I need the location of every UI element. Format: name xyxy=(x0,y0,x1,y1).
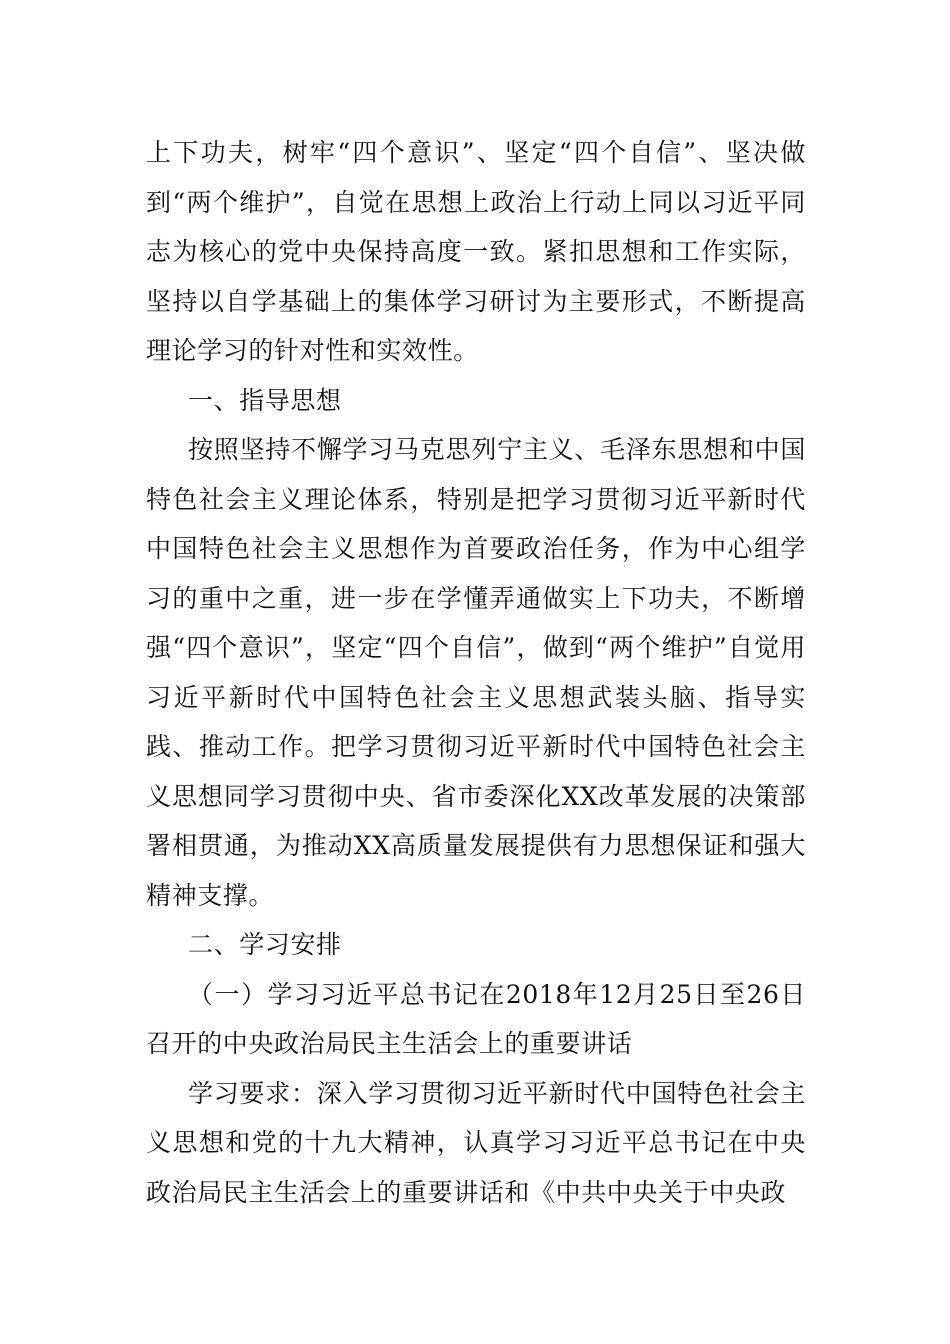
subsection-heading-1: （一）学习习近平总书记在2018年12月25日至26日召开的中央政治局民主生活会上的重要讲话 xyxy=(146,979,806,1058)
document-body xyxy=(146,128,806,1217)
section-heading-study-arrangement: 二、学习安排 xyxy=(188,930,342,959)
paragraph-guiding-thought: 按照坚持不懈学习马克思列宁主义、毛泽东思想和中国特色社会主义理论体系，特别是把学习贯彻习近平新时代中国特色社会主义思想作为首要政治任务，作为中心组学习的重中之重，进一步在学懂弄通做实上下功夫，不断增强“四个意识”，坚定“四个自信”，做到“两个维护”自觉用习近平新时代中国特色社会主义思想武装头脑、指导实践、推动工作。把学习贯彻习近平新时代中国特色社会主义思想同学习贯彻中央、省市委深化XX改革发展的决策部署相贯通，为推动XX高质量发展提供有力思想保证和强大精神支撑。 xyxy=(146,435,806,910)
paragraph-study-requirements: 学习要求：深入学习贯彻习近平新时代中国特色社会主义思想和党的十九大精神，认真学习习近平总书记在中央政治局民主生活会上的重要讲话和《中共中央关于中央政 xyxy=(146,1078,806,1207)
paragraph-continuation: 上下功夫，树牢“四个意识”、坚定“四个自信”、坚决做到“两个维护”，自觉在思想上政治上行动上同以习近平同志为核心的党中央保持高度一致。紧扣思想和工作实际，坚持以自学基础上的集体学习研讨为主要形式，不断提高理论学习的针对性和实效性。 xyxy=(146,138,806,365)
section-heading-guiding-thought: 一、指导思想 xyxy=(188,385,342,415)
